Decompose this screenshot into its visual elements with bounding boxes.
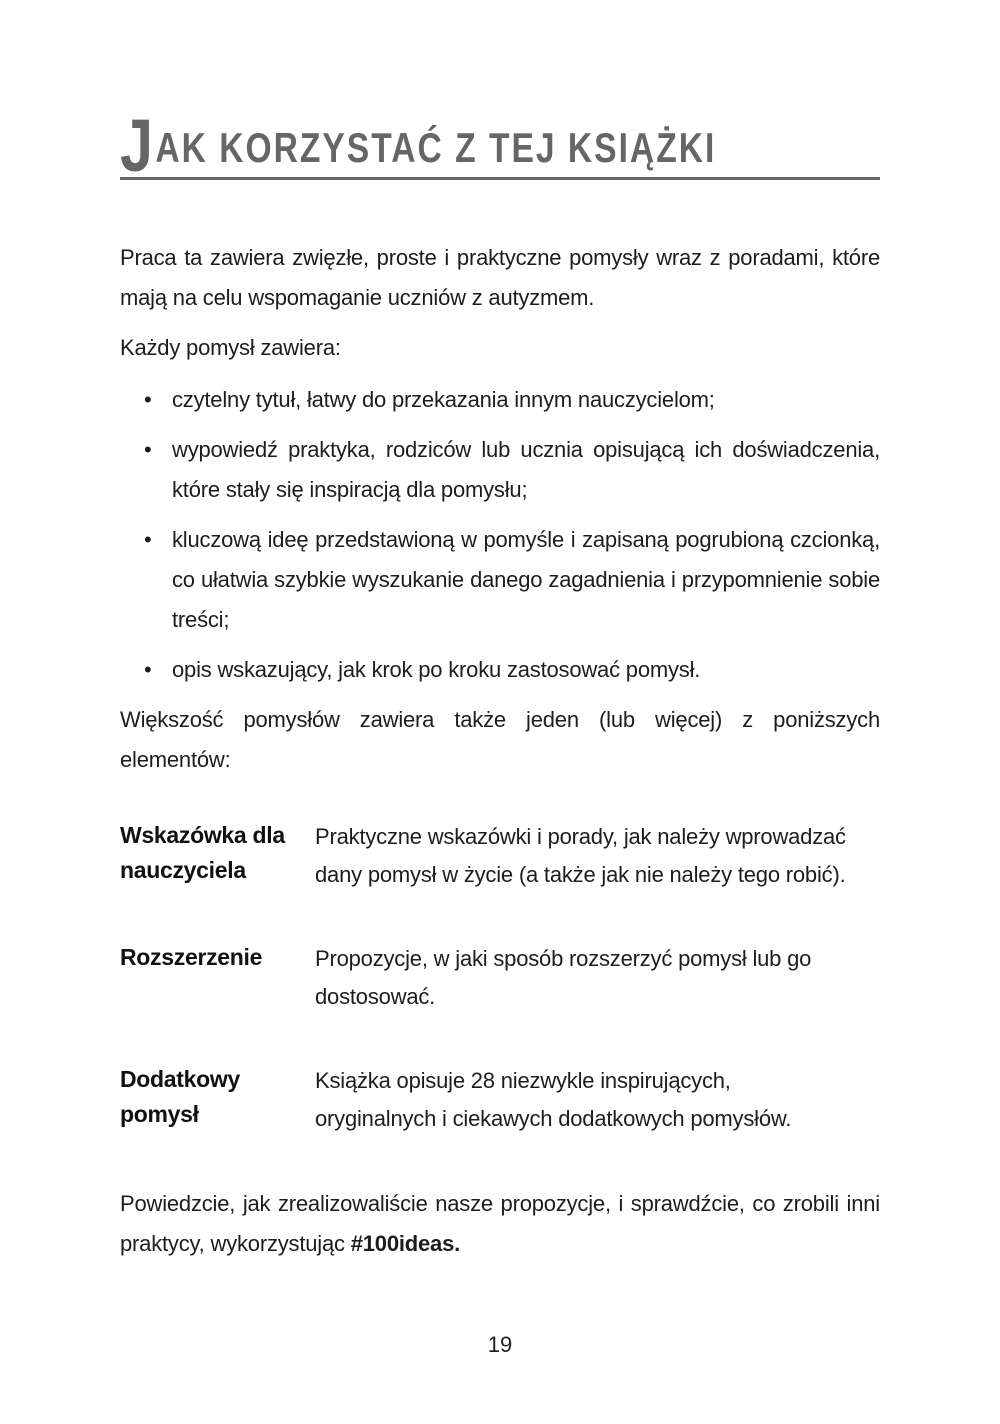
element-label: Dodatkowy pomysł [120,1066,240,1127]
table-row [120,818,880,894]
list-item: • czytelny tytuł, łatwy do przekazania innym nauczycielom; [172,380,880,420]
list-item: • wypowiedź praktyka, rodziców lub ucznia opisującą ich doświadczenia, które stały się inspiracją dla pomysłu; [172,430,880,510]
heading-underline [120,177,880,180]
chapter-heading [120,100,728,187]
closing-paragraph [120,1184,880,1264]
table-row [120,940,880,1016]
element-description: Książka opisuje 28 niezwykle inspirujących, oryginalnych i ciekawych dodatkowych pomysłów. [315,1068,792,1131]
closing-text: Powiedzcie, jak zrealizowaliście nasze propozycje, i sprawdźcie, co zrobili inni praktycy, wykorzystując [120,1191,880,1256]
heading-text: AK KORZYSTAĆ Z TEJ KSIĄŻKI [155,124,717,171]
heading-drop-cap: J [120,104,153,187]
element-description: Propozycje, w jaki sposób rozszerzyć pomysł lub go dostosować. [315,946,812,1009]
more-elements-paragraph: Większość pomysłów zawiera także jeden (lub więcej) z poniższych elementów: [120,707,880,772]
idea-feature-list [120,380,880,690]
element-description: Praktyczne wskazówki i porady, jak należy wprowadzać dany pomysł w życie (a także jak nie należy tego robić). [315,824,846,887]
element-table [120,818,880,1138]
list-item: • kluczową ideę przedstawioną w pomyśle i zapisaną pogrubioną czcionką, co ułatwia szybkie wyszukanie danego zagadnienia i przypomnienie sobie treści; [172,520,880,640]
page-content [120,100,880,1264]
intro-paragraph: Praca ta zawiera zwięzłe, proste i praktyczne pomysły wraz z poradami, które mają na celu wspomaganie uczniów z autyzmem. [120,245,880,310]
list-item: • opis wskazujący, jak krok po kroku zastosować pomysł. [172,650,880,690]
list-lead-paragraph: Każdy pomysł zawiera: [120,335,341,360]
element-label: Wskazówka dla nauczyciela [120,822,285,883]
element-label: Rozszerzenie [120,944,263,970]
page-number: 19 [487,1332,513,1357]
hashtag-100ideas: #100ideas. [350,1231,461,1256]
table-row [120,1062,880,1138]
